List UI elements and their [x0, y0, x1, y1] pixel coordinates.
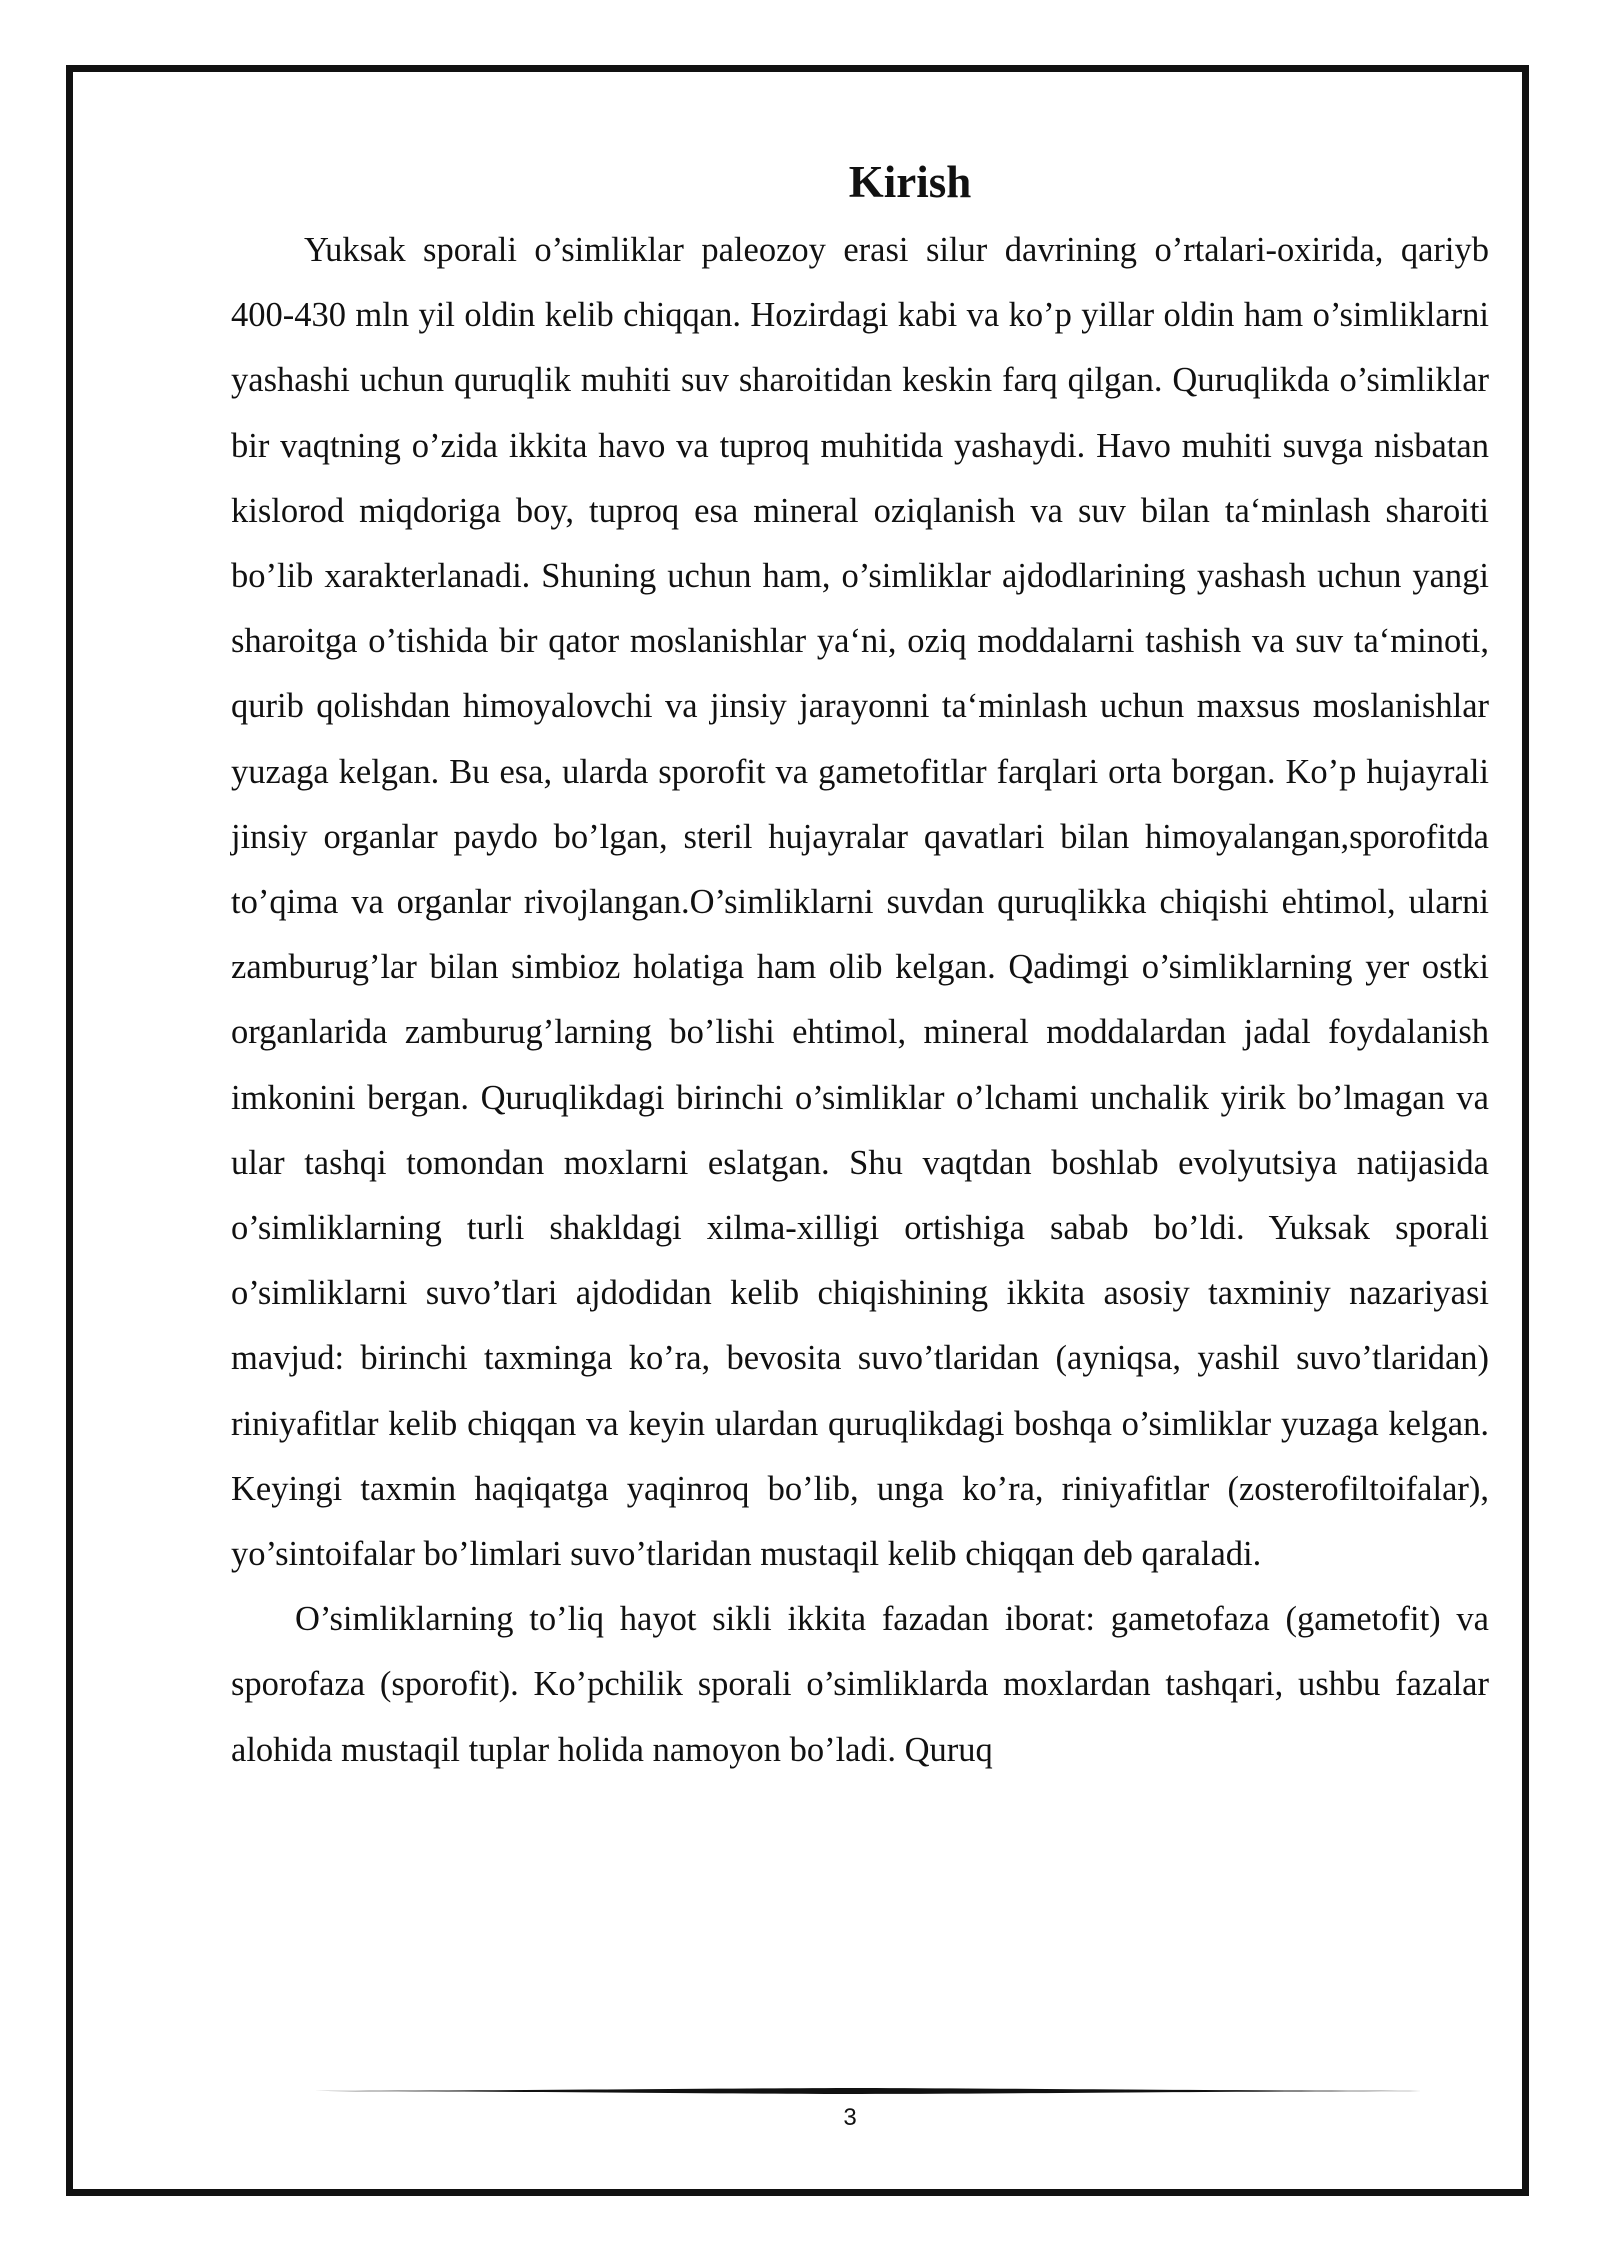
body-paragraph: Yuksak sporali o’simliklar paleozoy erasi silur davrining o’rtalari-oxirida, qariyb 400-430 mln yil oldin kelib chiqqan. Hozirdagi kabi va ko’p yillar oldin ham o’simliklarni yashashi uchun quruqlik muhiti suv sharoitidan keskin farq qilgan. Quruqlikda o’simliklar bir vaqtning o’zida ikkita havo va tuproq muhitida yashaydi. Havo muhiti suvga nisbatan kislorod miqdoriga boy, tuproq esa mineral oziqlanish va suv bilan ta‘minlash sharoiti bo’lib xarakterlanadi. Shuning uchun ham, o’simliklar ajdodlarining yashash uchun yangi sharoitga o’tishida bir qator moslanishlar ya‘ni, oziq moddalarni tashish va suv ta‘minoti, qurib qolishdan himoyalovchi va jinsiy jarayonni ta‘minlash uchun maxsus moslanishlar yuzaga kelgan. Bu esa, ularda sporofit va gametofitlar farqlari orta borgan. Ko’p hujayrali jinsiy organlar paydo bo’lgan, steril hujayralar qavatlari bilan himoyalangan,sporofitda to’qima va organlar rivojlangan.O’simliklarni suvdan quruqlikka chiqishi ehtimol, ularni zamburug’lar bilan simbioz holatiga ham olib kelgan. Qadimgi o’simliklarning yer ostki organlarida zamburug’larning bo’lishi ehtimol, mineral moddalardan jadal foydalanish imkonini bergan. Quruqlikdagi birinchi o’simliklar o’lchami unchalik yirik bo’lmagan va ular tashqi tomondan moxlarni eslatgan. Shu vaqtdan boshlab evolyutsiya natijasida o’simliklarning turli shakldagi xilma-xilligi ortishiga sabab bo’ldi. Yuksak sporali o’simliklarni suvo’tlari ajdodidan kelib chiqishining ikkita asosiy taxminiy nazariyasi mavjud: birinchi taxminga ko’ra, bevosita suvo’tlaridan (ayniqsa, yashil suvo’tlaridan) riniyafitlar kelib chiqqan va keyin ulardan quruqlikdagi boshqa o’simliklar yuzaga kelgan. Keyingi taxmin haqiqatga yaqinroq bo’lib, unga ko’ra, riniyafitlar (zosterofiltoifalar), yo’sintoifalar bo’limlari suvo’tlaridan mustaqil kelib chiqqan deb qaraladi.: [231, 231, 1489, 1574]
document-body: [231, 152, 1489, 1783]
body-paragraph: O’simliklarning to’liq hayot sikli ikkita fazadan iborat: gametofaza (gametofit) va sporofaza (sporofit). Ko’pchilik sporali o’simliklarda moxlardan tashqari, ushbu fazalar alohida mustaqil tuplar holida namoyon bo’ladi. Quruq: [231, 1600, 1489, 1769]
page-number: 3: [843, 2104, 857, 2131]
footer-divider: [271, 2088, 1446, 2094]
page-title: Kirish: [848, 157, 972, 207]
